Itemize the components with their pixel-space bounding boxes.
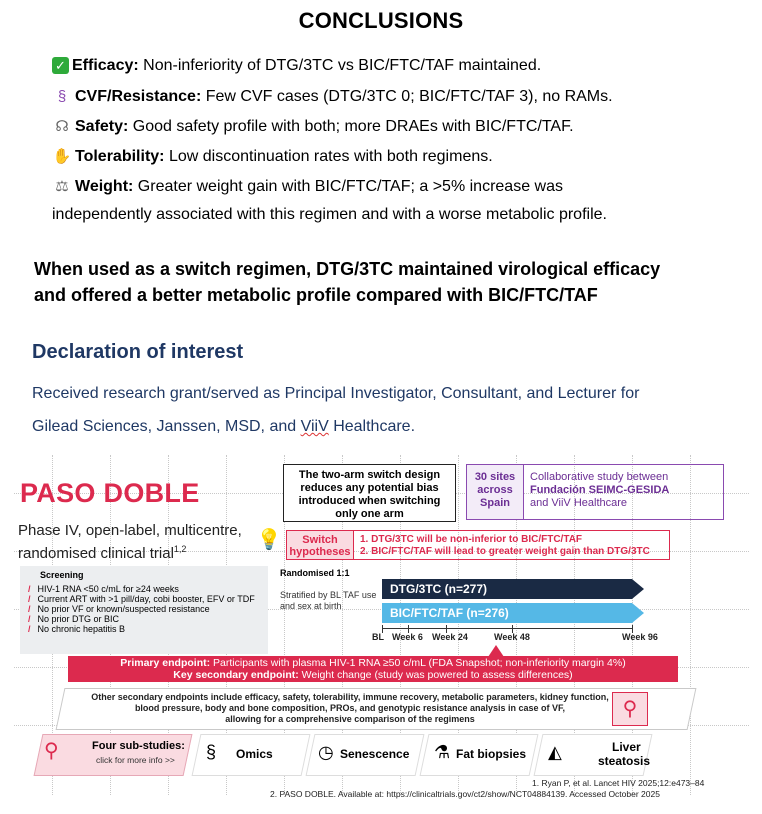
substudy-label: steatosis bbox=[598, 754, 651, 768]
magnifier-icon: ⚲ bbox=[612, 692, 648, 726]
conclusion-weight: ⚖ Weight: Greater weight gain with BIC/FTC/TAF; a >5% increase was bbox=[52, 177, 563, 197]
secondary-endpoints-text: Other secondary endpoints include efficacy, safety, tolerability, immune recovery, metabolic parameters, kidney function, blood pressure, body and bone composition, PROs, and genotypic resistance analysis in case of VF, allowing for a comprehensive comparison of the regimens bbox=[91, 692, 609, 724]
conclusion-efficacy: ✓ Efficacy: Non-inferiority of DTG/3TC vs BIC/FTC/TAF maintained. bbox=[52, 56, 541, 76]
conclusion-weight-cont: independently associated with this regimen and with a worse metabolic profile. bbox=[52, 206, 607, 223]
timeline-label: Week 96 bbox=[622, 632, 658, 642]
check-mark-icon: ✓ bbox=[52, 57, 69, 74]
liver-icon: ◭ bbox=[548, 742, 562, 762]
collaboration-box: Collaborative study between Fundación SEIMC-GESIDA and ViiV Healthcare bbox=[524, 464, 724, 520]
dna-icon: § bbox=[206, 742, 217, 762]
randomised-label: Randomised 1:1 bbox=[280, 568, 350, 578]
timeline-label: Week 24 bbox=[432, 632, 468, 642]
screening-item: / No chronic hepatitis B bbox=[28, 624, 260, 634]
stratification-text: Stratified by BL TAF use and sex at birth bbox=[280, 590, 377, 611]
substudy-label: Senescence bbox=[340, 747, 410, 761]
stethoscope-icon: ☊ bbox=[55, 118, 69, 135]
arm-dtg-3tc: DTG/3TC (n=277) bbox=[382, 579, 632, 599]
substudies-link[interactable]: click for more info >> bbox=[96, 755, 175, 765]
study-phase: Phase IV, open-label, multicentre, randomised clinical trial$^{1,2}$ bbox=[18, 522, 242, 562]
scales-icon: ⚖ bbox=[55, 178, 69, 195]
bottom-line: When used as a switch regimen, DTG/3TC maintained virological efficacy and offered a better metabolic profile compared with BIC/FTC/TAF bbox=[34, 259, 661, 305]
clock-icon: ◷ bbox=[318, 742, 334, 762]
declaration-heading: Declaration of interest bbox=[32, 341, 244, 363]
page-title: CONCLUSIONS bbox=[298, 8, 464, 33]
conclusion-safety: ☊ Safety: Good safety profile with both; more DRAEs with BIC/FTC/TAF. bbox=[52, 117, 574, 137]
screening-item: / HIV-1 RNA <50 c/mL for ≥24 weeks bbox=[28, 584, 260, 594]
endpoints-banner: Primary endpoint: Participants with plasma HIV-1 RNA ≥50 c/mL (FDA Snapshot; non-inferiority margin 4%) Key secondary endpoint: Weight change (study was powered to assess differences) bbox=[68, 656, 678, 682]
substudy-label: Omics bbox=[236, 747, 273, 761]
screening-box: Screening / HIV-1 RNA <50 c/mL for ≥24 weeks / Current ART with >1 pill/day, cobi booster, EFV or TDF / No prior VF or known/suspected resistance / No prior DTG or BIC / No chronic hepatitis B bbox=[20, 566, 268, 654]
handshake-icon: ✋ bbox=[52, 148, 72, 165]
screening-item: / No prior VF or known/suspected resistance bbox=[28, 604, 260, 614]
substudies-title: Four sub-studies: bbox=[92, 740, 185, 752]
design-box: The two-arm switch design reduces any potential bias introduced when switching only one arm bbox=[283, 464, 456, 522]
timeline-label: Week 6 bbox=[392, 632, 423, 642]
screening-item: / No prior DTG or BIC bbox=[28, 614, 260, 624]
study-name: PASO DOBLE bbox=[20, 478, 200, 508]
conclusion-tolerability: ✋ Tolerability: Low discontinuation rates with both regimens. bbox=[52, 148, 493, 165]
references: 1. Ryan P, et al. Lancet HIV 2025;12:e473–84 2. PASO DOBLE. Available at: https://clinicaltrials.gov/ct2/show/NCT04884139. Accessed October 2025 bbox=[270, 778, 705, 799]
arm-bic-ftc-taf: BIC/FTC/TAF (n=276) bbox=[382, 603, 632, 623]
hypotheses-box: 1. DTG/3TC will be non-inferior to BIC/FTC/TAF 2. BIC/FTC/TAF will lead to greater weight gain than DTG/3TC bbox=[354, 530, 670, 560]
timeline-label: Week 48 bbox=[494, 632, 530, 642]
microscope-icon: ⚗ bbox=[434, 742, 451, 762]
substudy-label: Liver bbox=[612, 740, 641, 754]
lightbulb-icon: 💡 bbox=[256, 529, 282, 551]
screening-item: / Current ART with >1 pill/day, cobi booster, EFV or TDF bbox=[28, 594, 260, 604]
timeline-label: BL bbox=[372, 632, 384, 642]
hypotheses-label: Switch hypotheses bbox=[286, 530, 354, 560]
conclusion-cvf: § CVF/Resistance: Few CVF cases (DTG/3TC 0; BIC/FTC/TAF 3), no RAMs. bbox=[52, 87, 613, 107]
timeline-axis bbox=[382, 628, 632, 629]
magnifier-icon: ⚲ bbox=[44, 740, 59, 762]
dna-icon: § bbox=[57, 88, 67, 105]
declaration-text: Received research grant/served as Principal Investigator, Consultant, and Lecturer for Gilead Sciences, Janssen, MSD, and ViiV Healthcare. bbox=[32, 385, 640, 435]
substudy-label: Fat biopsies bbox=[456, 747, 527, 761]
sites-box: 30 sites across Spain bbox=[466, 464, 524, 520]
